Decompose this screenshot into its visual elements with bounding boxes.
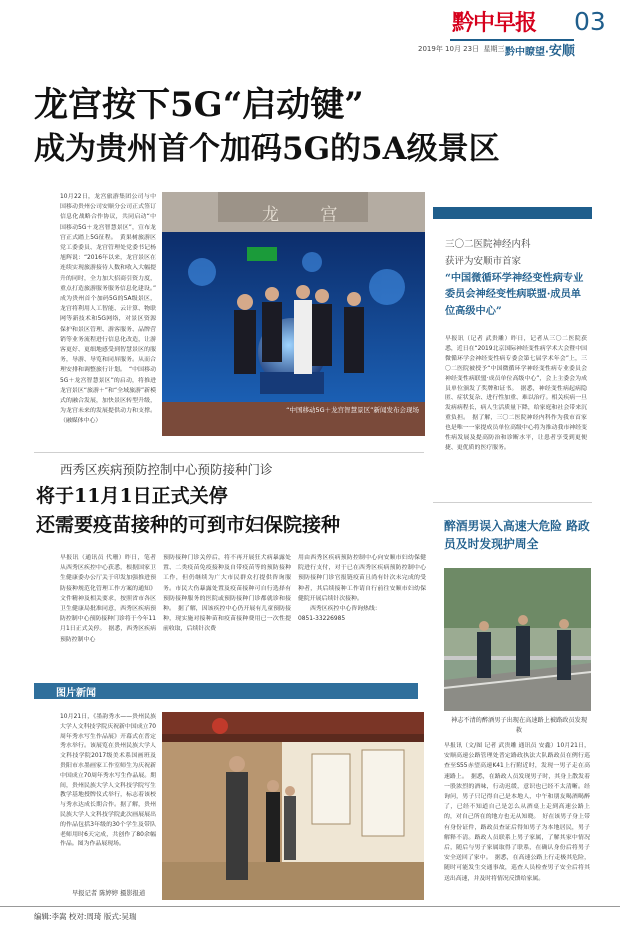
hospital-kicker: 三〇二医院神经内科 — [445, 239, 531, 250]
region-name: 安顺 — [548, 44, 575, 59]
main-photo-caption: “中国移动5G＋龙宫智慧景区”新闻发布会现场 — [286, 406, 419, 414]
hospital-headline: “中国微循环学神经变性病专业委员会神经变性病联盟·成员单位高级中心” — [445, 272, 584, 317]
photo-news-body: 10月21日，《墨韵秀水——贵州民族大学人文科技学院庆祝新中国成立70周年秀水写生作品展》开幕式在普定秀水举行。该展览在贵州民族大学人文科技学院2017级美术系国画班及贵阳市水墨画家工作室师生为庆祝新中国成立70周年秀水写生作品展。期间，贵州民族大学人文科技学院写生教学基地授牌仪式举行，标志着该校与秀水达成长期合作。据了解，贵州民族大学人文科技学院此次画展展出的作品包括3年级的30个学生及带队老师用时6天完成，共创作了80余幅作品。图为作品展现场。 — [60, 714, 156, 848]
photo-news-banner — [34, 683, 418, 699]
brand-name: 黔中早报 — [452, 10, 537, 36]
drunk-divider — [433, 502, 592, 503]
vaccine-contact-phone: 0851-33226985 — [298, 616, 346, 623]
launch-ceremony-image — [162, 192, 425, 436]
drunk-body: 早报讯（文/图 记者 武贵雕 通讯员 安鑫）10月21日，安顺高速公路管理处普定路政执法大队路政员在例行巡查至S55赤望高速K41上行附近时，发现一男子走在高速路上。 据悉，在路政人员发现男子时，其身上散发着一股浓烈的酒味，行动迟缓，意识也已经不太清晰。经询问，男子只记得自己是本地人，中午和朋友喝酒喝醉了，已经不知道自己是怎么从酒桌上走到高速公路上的，对自己所在的地方也无从知晓。 好在该男子身上带有身份证件，路政员查证后得知男子为本地居民，男子解释不清。路政人员联系上男子家属，了解其家中情况后，随后与男子家属取得了联系，在确认身份后将男子安全送回了家中。 据悉，在高速公路上行走极其危险，随时可能发生交通事故，巡查人员检查男子安全后将其送出高速，并及时将情况反馈给家属。 — [444, 743, 590, 882]
page-number: 03 — [574, 7, 606, 36]
hospital-topbar — [433, 207, 592, 219]
main-headline-line-2: 成为贵州首个加码5G的5A级景区 — [34, 131, 500, 167]
highway-patrol-image — [444, 568, 591, 711]
main-photo — [162, 192, 425, 436]
vaccine-col-2: 预防接种门诊关停后，将不再开展狂犬病暴露处置、二类疫苗免疫接种及自带疫苗等的预防接种工作，但仍继续为广大市民群众打提供咨询服务。市民大伤暴露处置及疫苗接种可自行选择有预防接种服务的医院或预防接种门诊都就诊和接种。 据了解，因该疾控中心仍开展有儿童预防接种，现实施对接种苗和疫苗接种费用已一次性提前收取，后续针次费 — [163, 555, 291, 633]
footer-credits: 编辑:李嵩 校对:周琦 版式:吴瑞 — [34, 912, 137, 921]
brand-logo — [452, 6, 536, 37]
footer-rule — [0, 906, 620, 907]
vaccine-col-1: 早报讯（通讯员 代珊）昨日，笔者从西秀区疾控中心获悉，根据国家卫生健康委办公厅关于印发加强推进预防接种规范化管理工作方案的通知》文件精神及相关要求，按照省市各区卫生健康局批准同意，西秀区疾病预防控制中心预防接种门诊将于今年11月1日正式关停。 据悉，西秀区疾病预防控制中心 — [60, 555, 156, 643]
vaccine-col-3-text: 用由西秀区疾病预防控制中心向安顺市妇幼保健院进行支付，对于已在西秀区疾病预防控制中心预防接种门诊官报链疫苗且尚有针次未完成的受种者，其后续接种工作请自行前往安顺市妇幼保健院开展后续针次接种。 — [298, 555, 426, 602]
photo-news-title: 图片新闻 — [56, 688, 96, 699]
vaccine-headline-2: 还需要疫苗接种的可到市妇保院接种 — [36, 514, 341, 536]
date-text: 2019年 10月 23日 — [418, 45, 480, 53]
vaccine-contact-label: 西秀区疾控中心咨询热线： — [310, 606, 381, 613]
hospital-body: 早报讯（记者 武贵雕）昨日，记者从三〇二医院获悉，近日在“2019北京国际神经变性病学术大会暨中国微循环学会神经变性病专委会第七届学术年会”上，三〇二医院被授予“中国微循环学神经变性病专业委员会神经变性病联盟·成员单位高级中心”，会上主委会为成员单位颁发了奖牌和证书。 据悉，神经变性病起病隐匿、症状复杂、进行性加重、难以治疗。相关疾病一旦发病病程长，病人生活质量下降，给家庭和社会带来沉重负担。 据了解，三〇二医院神经内科作为我市首家也是唯一一家提成员单位高级中心将为推动我市神经变性病发展及提高防治和诊断水平，让患者享受到更便捷、更优质的医疗服务。 — [445, 336, 587, 451]
drunk-photo-caption: 神志不清的醉酒男子出现在高速路上被路政员发现救 — [450, 717, 588, 734]
main-headline-line-1: 龙宫按下5G“启动键” — [34, 85, 364, 125]
hospital-kicker-2: 获评为安顺市首家 — [445, 256, 522, 267]
drunk-photo — [444, 568, 591, 711]
vaccine-headline-1: 将于11月1日正式关停 — [36, 485, 228, 507]
photo-news-credit: 早报记者 陈婷婷 摄影报道 — [72, 890, 146, 897]
section-divider — [34, 452, 424, 453]
section-label: 黔中瞭望·安顺 — [505, 44, 575, 59]
weekday-text: 星期三 — [483, 45, 505, 53]
vaccine-kicker: 西秀区疾病预防控制中心预防接种门诊 — [60, 462, 273, 477]
vaccine-col-3 — [298, 553, 426, 659]
photo-news-image — [162, 712, 424, 900]
photo-sign: 龙 宫 — [262, 205, 356, 225]
art-exhibition-image — [162, 712, 424, 900]
issue-date — [418, 44, 505, 54]
main-story-body: 10月22日，龙宫旅游集团公司与中国移动贵州公司安顺分公司正式签订信息化战略合作协议，共同启动“中国移动5G＋龙宫智慧景区”，宣布龙宫正式踏上5G征程。 黄果树旅游区党工委委员、龙宫管理处党委书记杨旭辉说：“2016年以来，龙宫景区在连续实现旅游接待人数和收入大幅提升的同时，全力加大招商引资力度，重点打造旅游服务服务信息化建设。” 成为贵州首个加码5G的5A级景区，龙宫将利用人工智能、云计算、物联网等新技术和5G网络，对景区资源保护和景区管理、游客服务、品牌营销等业务流程进行信息化改造，让游客更好、更细地感受到智慧景区的服务，导游、导览和同屏服务。从而合理安排和调整旅行计划。 “中国移动5G＋龙宫智慧景区”的启动，将推进龙宫景区“旅游＋”和“全域旅游”新模式的融合发展，加快景区转型升级，为龙宫未来的发展提供动力和支撑。（融媒体中心） — [60, 194, 162, 425]
section-name: 黔中瞭望 — [505, 47, 545, 58]
drunk-headline: 醉酒男误入高速大危险 路政员及时发现护周全 — [444, 519, 590, 551]
